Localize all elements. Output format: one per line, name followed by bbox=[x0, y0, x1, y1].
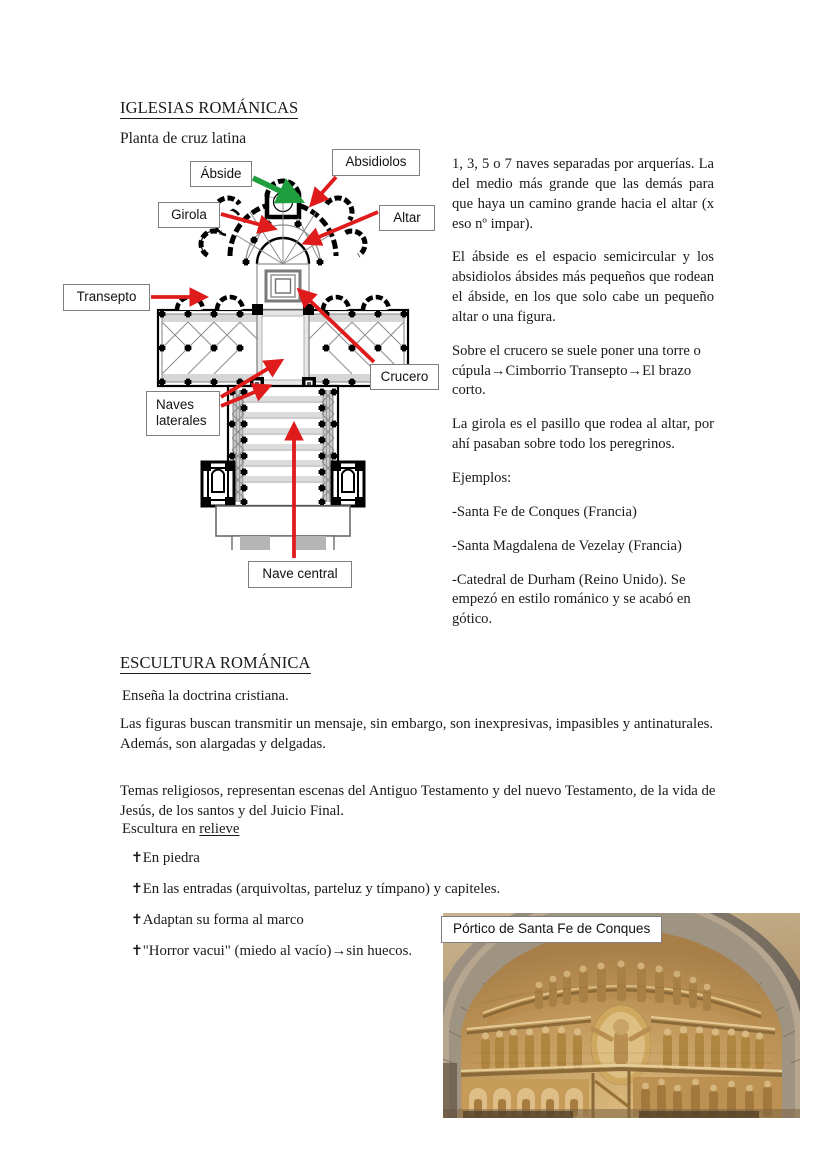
sculpture-bullet-3 bbox=[131, 912, 304, 929]
rcol-paragraph-4: La girola es el pasillo que rodea al altar, por ahí pasaban sobre todo los peregrinos. bbox=[452, 416, 714, 453]
photo-caption-text: Pórtico de Santa Fe de Conques bbox=[453, 921, 651, 937]
subheading-planta-cruz-latina: Planta de cruz latina bbox=[120, 130, 247, 147]
callout-transepto-label: Transepto bbox=[76, 289, 137, 305]
relieve-prefix: Escultura en bbox=[122, 821, 200, 837]
rcol-paragraph-1: 1, 3, 5 o 7 naves separadas por arquerías. La del medio más grande que las demás para que haya un camino grande hacia el altar (x eso nº impar). bbox=[452, 156, 714, 232]
photo-caption-portico[interactable] bbox=[441, 916, 662, 943]
sculpture-paragraph-3: Temas religiosos, representan escenas del Antiguo Testamento y del nuevo Testamento, de la vida de Jesús, de los santos y del Juicio Final. bbox=[120, 783, 716, 820]
sculpture-bullet-1-text: En piedra bbox=[142, 850, 200, 866]
callout-naves-laterales-line1: Naves bbox=[156, 397, 194, 412]
cross-bullet-icon: ✝ bbox=[131, 880, 143, 897]
sculpture-paragraph-2: Las figuras buscan transmitir un mensaje, sin embargo, son inexpresivas, impasibles y antinaturales. Además, son alargadas y delgadas. bbox=[120, 716, 714, 753]
callout-nave-central-label: Nave central bbox=[262, 566, 338, 582]
callout-transepto[interactable] bbox=[63, 284, 150, 311]
sculpture-bullet-1 bbox=[131, 850, 200, 867]
page-title-text: IGLESIAS ROMÁNICAS bbox=[120, 98, 299, 117]
relieve-underlined: relieve bbox=[199, 821, 240, 837]
portico-photograph bbox=[443, 913, 800, 1118]
rcol-example-durham: -Catedral de Durham (Reino Unido). Se empezó en estilo románico y se acabó en gótico. bbox=[452, 571, 691, 628]
right-text-column bbox=[452, 155, 714, 644]
sculpture-bullet-4-text: "Horror vacui" (miedo al vacío)→sin huecos. bbox=[142, 943, 413, 959]
callout-abside-label: Ábside bbox=[200, 165, 242, 181]
sculpture-bullet-3-text: Adaptan su forma al marco bbox=[142, 912, 304, 928]
callout-crucero[interactable] bbox=[370, 364, 439, 390]
sculpture-paragraph-1: Enseña la doctrina cristiana. bbox=[122, 688, 289, 704]
callout-girola[interactable] bbox=[158, 202, 220, 228]
callout-girola-label: Girola bbox=[171, 206, 207, 222]
rcol-paragraph-ejemplos: Ejemplos: bbox=[452, 469, 512, 486]
callout-crucero-label: Crucero bbox=[380, 368, 429, 384]
callout-nave-central[interactable] bbox=[248, 561, 352, 588]
callout-absidiolos-label: Absidiolos bbox=[345, 154, 407, 170]
section-title-text: ESCULTURA ROMÁNICA bbox=[120, 653, 311, 672]
sculpture-relieve-line bbox=[122, 819, 442, 839]
callout-abside[interactable] bbox=[190, 161, 252, 187]
page-title-iglesias-romanicas bbox=[120, 98, 298, 118]
cross-bullet-icon: ✝ bbox=[131, 849, 143, 866]
rcol-example-conques: -Santa Fe de Conques (Francia) bbox=[452, 503, 637, 520]
section-title-escultura-romanica bbox=[120, 653, 311, 673]
sculpture-bullet-2 bbox=[131, 881, 500, 898]
callout-naves-laterales[interactable] bbox=[146, 391, 220, 436]
cross-bullet-icon: ✝ bbox=[131, 911, 143, 928]
rcol-paragraph-3: Sobre el crucero se suele poner una torre o cúpula→Cimborrio Transepto→El brazo corto. bbox=[452, 342, 701, 399]
sculpture-bullet-4 bbox=[131, 943, 412, 960]
sculpture-bullet-2-text: En las entradas (arquivoltas, parteluz y tímpano) y capiteles. bbox=[142, 881, 501, 897]
rcol-paragraph-2: El ábside es el espacio semicircular y los absidiolos ábsides más pequeños que rodean el ábside, en los que solo cabe un pequeño altar o una figura. bbox=[452, 249, 714, 325]
callout-altar[interactable] bbox=[379, 205, 435, 231]
cross-bullet-icon: ✝ bbox=[131, 942, 143, 959]
callout-absidiolos[interactable] bbox=[332, 149, 420, 176]
callout-altar-label: Altar bbox=[393, 209, 421, 225]
rcol-example-vezelay: -Santa Magdalena de Vezelay (Francia) bbox=[452, 537, 682, 554]
callout-naves-laterales-line2: laterales bbox=[156, 413, 207, 429]
